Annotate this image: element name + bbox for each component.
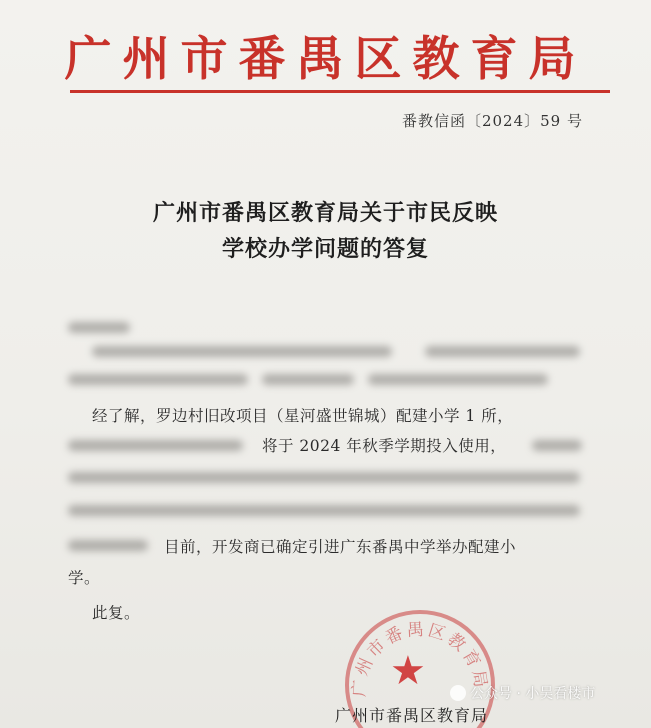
document-subject: [0, 195, 651, 267]
redacted-line: [68, 440, 243, 451]
redacted-line: [92, 346, 392, 357]
redacted-line: [262, 374, 354, 385]
redacted-line: [68, 472, 580, 483]
redacted-line: [68, 374, 248, 385]
redacted-line: [68, 505, 580, 516]
redacted-line: [425, 346, 580, 357]
subject-line-2: 学校办学问题的答复: [221, 236, 429, 262]
letterhead-rule: [70, 90, 610, 93]
seal-star-icon: ★: [390, 648, 426, 694]
redacted-line: [68, 540, 148, 551]
svg-text:广州市番禺区教育局: 广州市番禺区教育局: [349, 619, 491, 698]
closing-text: 此复。: [92, 604, 141, 622]
wechat-icon: [450, 685, 466, 701]
redacted-salutation: [68, 322, 130, 333]
body-paragraph-1b: 将于 2024 年秋季学期投入使用，: [262, 437, 507, 455]
body-paragraph-2b: 学。: [68, 569, 101, 587]
redacted-line: [532, 440, 582, 451]
redacted-line: [368, 374, 548, 385]
subject-line-1: 广州市番禺区教育局关于市民反映: [152, 200, 498, 226]
document-number: 番教信函〔2024〕59 号: [401, 112, 583, 130]
watermark: [450, 683, 595, 703]
org-letterhead: 广州市番禺区教育局: [64, 32, 587, 87]
body-paragraph-1: 经了解，罗边村旧改项目（星河盛世锦城）配建小学 1 所，: [92, 407, 514, 425]
watermark-text: 公众号 · 小吴看楼市: [470, 686, 596, 702]
signing-organization: 广州市番禺区教育局: [335, 706, 489, 725]
body-paragraph-2: 目前，开发商已确定引进广东番禺中学举办配建小: [164, 538, 517, 556]
